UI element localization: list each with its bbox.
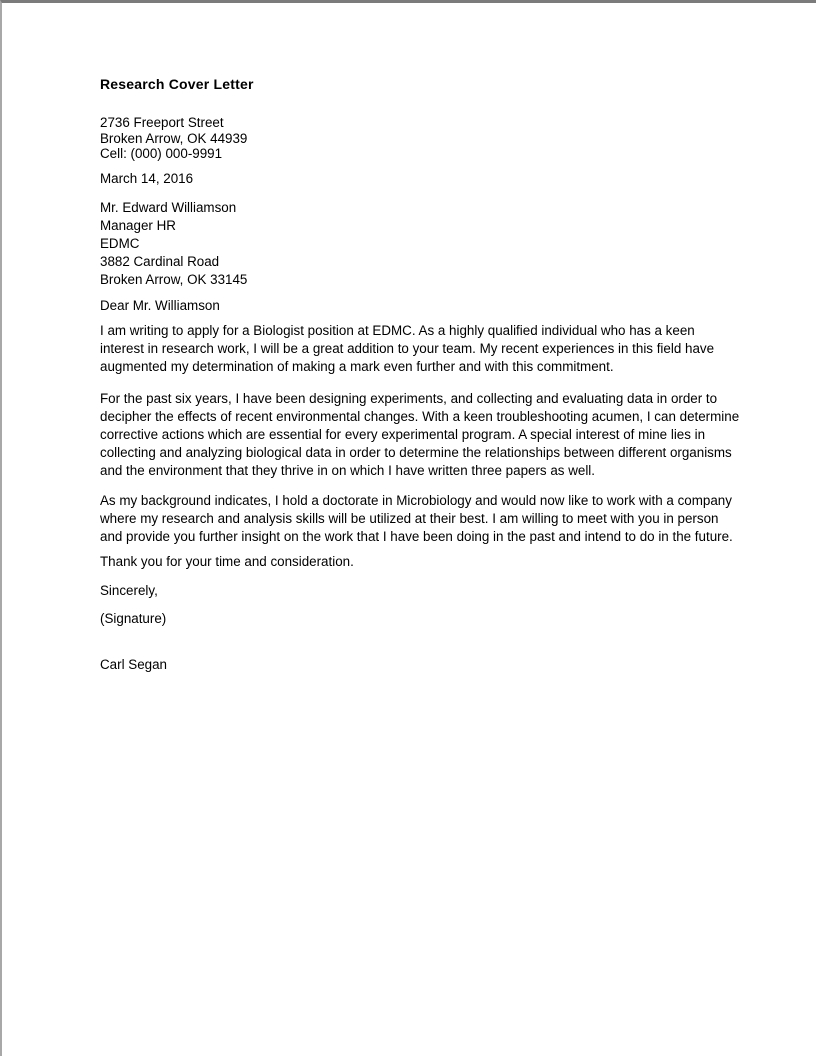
paragraph-line: and provide you further insight on the work that I have been doing in the past and intend to do in the future. xyxy=(100,529,733,544)
recipient-line: Mr. Edward Williamson xyxy=(100,200,237,215)
paragraph-line: collecting and analyzing biological data in order to determine the relationships between different organisms xyxy=(100,445,732,460)
sender-address-line: Broken Arrow, OK 44939 xyxy=(100,130,248,146)
paragraph-line: I am writing to apply for a Biologist position at EDMC. As a highly qualified individual who has a keen xyxy=(100,323,695,338)
thank-you-line: Thank you for your time and consideration. xyxy=(100,554,354,569)
valediction: Sincerely, xyxy=(100,583,158,598)
body-paragraph-1 xyxy=(100,322,714,376)
sender-address-line: Cell: (000) 000-9991 xyxy=(100,146,223,161)
paragraph-line: where my research and analysis skills will be utilized at their best. I am willing to meet with you in person xyxy=(100,511,719,526)
body-paragraph-3 xyxy=(100,492,733,546)
paragraph-line: For the past six years, I have been designing experiments, and collecting and evaluating data in order to xyxy=(100,391,718,406)
paragraph-line: interest in research work, I will be a great addition to your team. My recent experiences in this field have xyxy=(100,341,715,356)
paragraph-line: and the environment that they thrive in on which I have written three papers as well. xyxy=(100,463,595,478)
recipient-line: 3882 Cardinal Road xyxy=(100,254,220,269)
signer-name: Carl Segan xyxy=(100,657,167,672)
paragraph-line: corrective actions which are essential for every experimental program. A special interest of mine lies in xyxy=(100,427,706,442)
signature-placeholder: (Signature) xyxy=(100,611,167,626)
recipient-line: Broken Arrow, OK 33145 xyxy=(100,272,248,287)
salutation: Dear Mr. Williamson xyxy=(100,298,220,313)
body-paragraph-2 xyxy=(100,390,739,480)
paragraph-line: augmented my determination of making a mark even further and with this commitment. xyxy=(100,359,614,374)
paragraph-line: decipher the effects of recent environmental changes. With a keen troubleshooting acumen, I can determine xyxy=(100,409,740,424)
sender-address-block xyxy=(100,115,247,162)
recipient-line: Manager HR xyxy=(100,218,176,233)
paragraph-line: As my background indicates, I hold a doctorate in Microbiology and would now like to work with a company xyxy=(100,493,732,508)
page-title: Research Cover Letter xyxy=(100,76,254,92)
sender-address-line: 2736 Freeport Street xyxy=(100,115,224,130)
date-line: March 14, 2016 xyxy=(100,171,194,186)
recipient-line: EDMC xyxy=(100,236,140,251)
recipient-address-block xyxy=(100,199,247,289)
